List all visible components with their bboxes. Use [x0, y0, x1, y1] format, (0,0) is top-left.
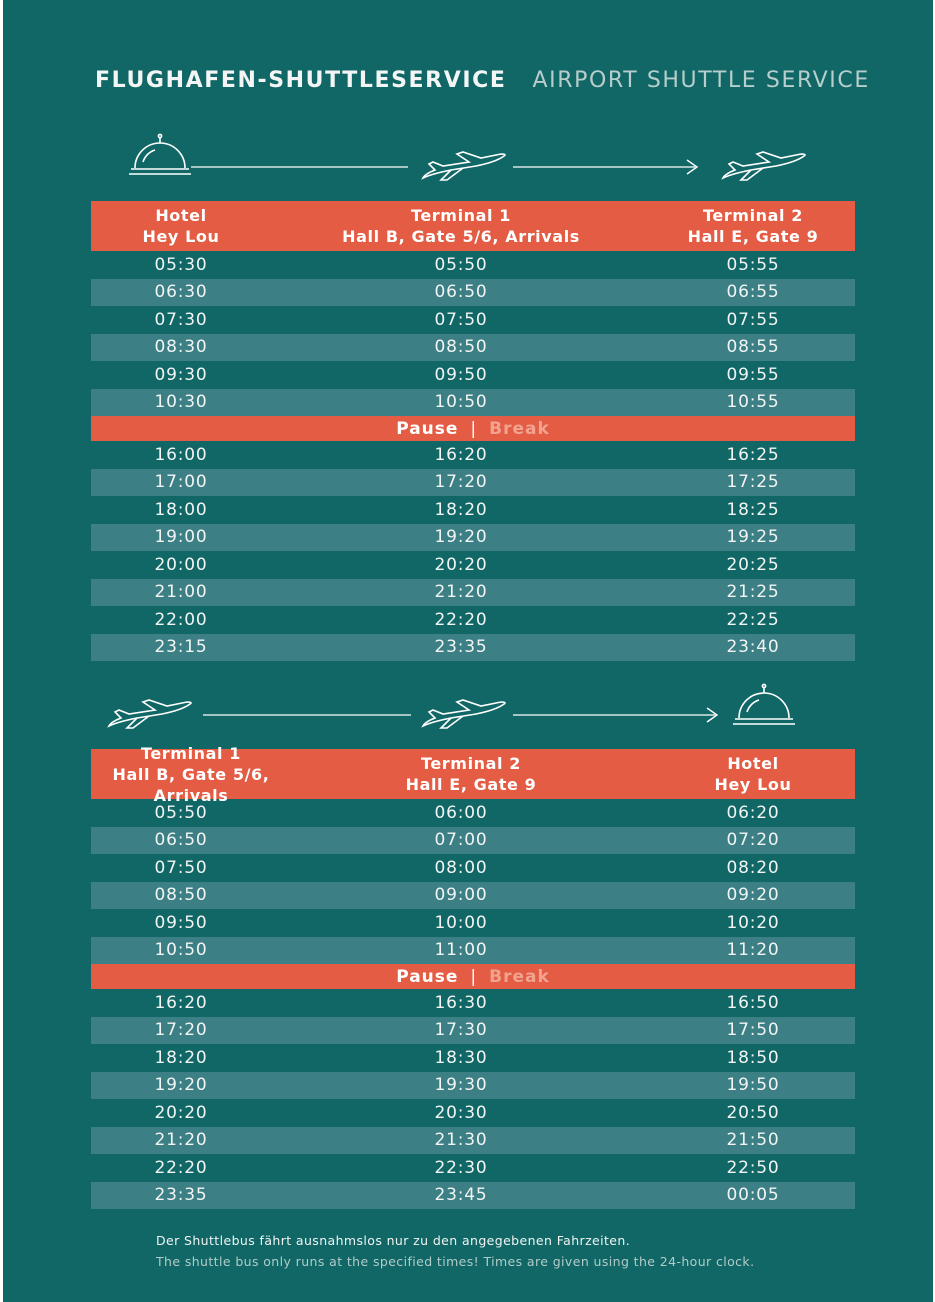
time-cell: 17:50 [726, 1020, 780, 1041]
footer-note-english: The shuttle bus only runs at the specified times! Times are given using the 24-hour clock. [156, 1254, 755, 1269]
time-cell: 21:50 [726, 1130, 780, 1151]
time-cell: 23:40 [726, 637, 780, 658]
time-cell: 07:50 [434, 309, 488, 330]
time-cell: 08:55 [726, 337, 780, 358]
time-cell: 07:00 [434, 830, 488, 851]
table-row [91, 469, 855, 497]
table-row [91, 827, 855, 855]
time-cell: 21:30 [434, 1130, 488, 1151]
time-cell: 17:25 [726, 472, 780, 493]
table-row [91, 334, 855, 362]
table-row [91, 854, 855, 882]
table-row [91, 279, 855, 307]
time-cell: 22:25 [726, 609, 780, 630]
time-cell: 08:20 [726, 857, 780, 878]
footer-note [156, 1230, 754, 1272]
table-row [91, 1072, 855, 1100]
time-cell: 16:25 [726, 444, 780, 465]
table-row [91, 389, 855, 417]
time-cell: 20:20 [154, 1102, 208, 1123]
time-cell: 18:30 [434, 1047, 488, 1068]
time-cell: 09:50 [434, 364, 488, 385]
time-cell: 23:35 [434, 637, 488, 658]
time-cell: 21:20 [434, 582, 488, 603]
route-to-airport [103, 130, 823, 200]
time-cell: 06:20 [726, 802, 780, 823]
time-cell: 10:50 [434, 392, 488, 413]
time-cell: 18:50 [726, 1047, 780, 1068]
time-cell: 09:50 [154, 912, 208, 933]
time-cell: 20:50 [726, 1102, 780, 1123]
time-cell: 16:20 [154, 992, 208, 1013]
time-cell: 16:00 [154, 444, 208, 465]
time-cell: 21:20 [154, 1130, 208, 1151]
time-cell: 19:30 [434, 1075, 488, 1096]
pause-separator: | [470, 966, 478, 987]
time-cell: 05:50 [434, 254, 488, 275]
table-row [91, 579, 855, 607]
time-cell: 05:50 [154, 802, 208, 823]
time-cell: 20:25 [726, 554, 780, 575]
time-cell: 19:20 [434, 527, 488, 548]
time-cell: 10:00 [434, 912, 488, 933]
header-hotel: Hotel Hey Lou [142, 206, 220, 246]
time-cell: 09:00 [434, 885, 488, 906]
table-row [91, 1154, 855, 1182]
shuttle-schedule-poster [3, 0, 933, 1302]
header-terminal-2: Terminal 2 Hall E, Gate 9 [405, 754, 537, 794]
time-cell: 22:20 [154, 1157, 208, 1178]
time-cell: 23:45 [434, 1185, 488, 1206]
table-row [91, 1099, 855, 1127]
time-cell: 23:35 [154, 1185, 208, 1206]
time-cell: 21:25 [726, 582, 780, 603]
time-cell: 11:20 [726, 940, 780, 961]
time-cell: 19:20 [154, 1075, 208, 1096]
time-cell: 08:50 [434, 337, 488, 358]
table-header [91, 743, 855, 805]
header-terminal-1: Terminal 1 Hall B, Gate 5/6, Arrivals [112, 743, 270, 805]
time-cell: 10:50 [154, 940, 208, 961]
time-cell: 06:50 [154, 830, 208, 851]
pause-label: Pause [396, 418, 459, 439]
time-cell: 07:30 [154, 309, 208, 330]
table-row [91, 441, 855, 469]
pause-break-divider [91, 416, 855, 441]
time-cell: 16:20 [434, 444, 488, 465]
airplane-icon [423, 152, 505, 180]
time-cell: 08:50 [154, 885, 208, 906]
pause-separator: | [470, 418, 478, 439]
time-cell: 07:50 [154, 857, 208, 878]
time-cell: 05:55 [726, 254, 780, 275]
table-header [91, 201, 855, 251]
title-german: FLUGHAFEN-SHUTTLESERVICE [95, 68, 507, 93]
time-cell: 20:00 [154, 554, 208, 575]
table-row [91, 1044, 855, 1072]
table-row [91, 361, 855, 389]
time-cell: 08:30 [154, 337, 208, 358]
footer-note-german: Der Shuttlebus fährt ausnahmslos nur zu den angegebenen Fahrzeiten. [156, 1233, 631, 1248]
break-label: Break [489, 418, 550, 439]
table-row [91, 989, 855, 1017]
time-cell: 10:55 [726, 392, 780, 413]
table-row [91, 634, 855, 662]
route-to-hotel [103, 680, 823, 750]
time-cell: 19:00 [154, 527, 208, 548]
schedule-table-to-hotel [91, 743, 855, 1209]
header-hotel: Hotel Hey Lou [714, 754, 792, 794]
time-cell: 20:20 [434, 554, 488, 575]
time-cell: 22:20 [434, 609, 488, 630]
time-cell: 10:30 [154, 392, 208, 413]
table-row [91, 799, 855, 827]
time-cell: 17:20 [434, 472, 488, 493]
airplane-icon [109, 700, 191, 728]
header-terminal-1: Terminal 1 Hall B, Gate 5/6, Arrivals [342, 206, 580, 246]
time-cell: 09:20 [726, 885, 780, 906]
time-cell: 09:55 [726, 364, 780, 385]
time-cell: 17:20 [154, 1020, 208, 1041]
table-row [91, 306, 855, 334]
break-label: Break [489, 966, 550, 987]
time-cell: 17:00 [154, 472, 208, 493]
table-row [91, 251, 855, 279]
pause-break-divider [91, 964, 855, 989]
time-cell: 18:00 [154, 499, 208, 520]
header-terminal-2: Terminal 2 Hall E, Gate 9 [687, 206, 819, 246]
table-row [91, 1182, 855, 1210]
time-cell: 16:50 [726, 992, 780, 1013]
time-cell: 19:25 [726, 527, 780, 548]
time-cell: 18:20 [434, 499, 488, 520]
time-cell: 07:20 [726, 830, 780, 851]
time-cell: 08:00 [434, 857, 488, 878]
time-cell: 20:30 [434, 1102, 488, 1123]
table-row [91, 551, 855, 579]
hotel-bell-icon [129, 134, 191, 174]
time-cell: 22:30 [434, 1157, 488, 1178]
table-row [91, 937, 855, 965]
table-row [91, 882, 855, 910]
airplane-icon [723, 152, 805, 180]
table-row [91, 606, 855, 634]
time-cell: 22:00 [154, 609, 208, 630]
time-cell: 10:20 [726, 912, 780, 933]
table-row [91, 1017, 855, 1045]
time-cell: 05:30 [154, 254, 208, 275]
time-cell: 17:30 [434, 1020, 488, 1041]
time-cell: 23:15 [154, 637, 208, 658]
time-cell: 18:20 [154, 1047, 208, 1068]
airplane-icon [423, 700, 505, 728]
time-cell: 00:05 [726, 1185, 780, 1206]
table-row [91, 496, 855, 524]
time-cell: 19:50 [726, 1075, 780, 1096]
pause-label: Pause [396, 966, 459, 987]
time-cell: 06:55 [726, 282, 780, 303]
page-title [95, 68, 870, 93]
title-english: AIRPORT SHUTTLE SERVICE [532, 68, 870, 93]
time-cell: 06:50 [434, 282, 488, 303]
time-cell: 06:30 [154, 282, 208, 303]
schedule-table-to-airport [91, 201, 855, 661]
time-cell: 18:25 [726, 499, 780, 520]
table-row [91, 524, 855, 552]
table-row [91, 909, 855, 937]
time-cell: 11:00 [434, 940, 488, 961]
time-cell: 09:30 [154, 364, 208, 385]
time-cell: 16:30 [434, 992, 488, 1013]
hotel-bell-icon [733, 684, 795, 724]
time-cell: 07:55 [726, 309, 780, 330]
time-cell: 21:00 [154, 582, 208, 603]
time-cell: 22:50 [726, 1157, 780, 1178]
time-cell: 06:00 [434, 802, 488, 823]
table-row [91, 1127, 855, 1155]
